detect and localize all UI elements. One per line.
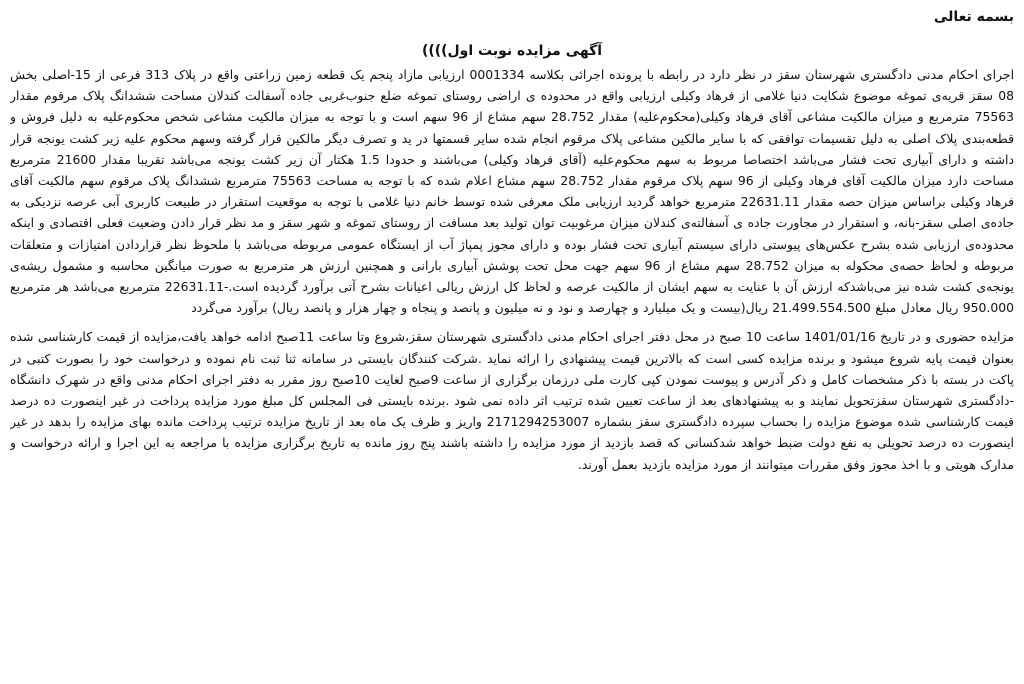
notice-title: آگهی مزایده نوبت اول)))) — [421, 43, 603, 59]
auction-notice — [10, 6, 1014, 678]
auction-terms-paragraph: مزایده حضوری و در تاریخ 1401/01/16 ساعت 10 صبح در محل دفتر اجرای احکام مدنی دادگستری شهرستان سقز،شروع وتا ساعت 11صبح ادامه خواهد یافت،مزایده از قیمت کارشناسی شده بعنوان قیمت پایه شروع میشود و برنده مزایده کسی است که بالاترین قیمت پیشنهادی را ارائه نماید .شرکت کنندگان بایستی در سامانه ثنا ثبت نام نموده و درخواست خود را بصورت کتبی در پاکت در بسته با ذکر مشخصات کامل و ذکر آدرس و پیوست نمودن کپی کارت ملی درزمان برگزاری از ساعت 9صبح لغایت 10صبح روز مقرر به دفتر اجرای احکام مدنی واقع در شهرک دانشگاه -دادگستری شهرستان سقزتحویل نمایند و به پیشنهادهای بعد از ساعت تعیین شده ترتیب اثر داده نمی شود .برنده بایستی فی المجلس کل مبلغ مورد مزایده پرداخت در غیر اینصورت ده درصد قیمت کارشناسی شده موضوع مزایده را بحساب سپرده دادگستری سقز بشماره 2171294253007 واریز و ظرف یک ماه بعد از تاریخ مزایده ترتیب پرداخت مانده بهای مزایده را بدهد در غیر اینصورت ده درصد تحویلی به نفع دولت ضبط خواهد شدکسانی که قصد بازدید از مورد مزایده را داشته باشند پنج روز مانده به تاریخ برگزاری مزایده با مراجعه به این اجرا و ارائه درخواست و مدارک هویتی و با اخذ مجوز وفق مقررات میتوانند از مورد مزایده بازدید بعمل آورند. — [10, 329, 1014, 472]
basmala-heading: بسمه تعالی — [933, 9, 1014, 25]
property-description-paragraph: اجرای احکام مدنی دادگستری شهرستان سقز در نظر دارد در رابطه با پرونده اجرائی بکلاسه 0001334 ارزیابی مازاد پنجم یک قطعه زمین زراعتی واقع در پلاک 313 فرعی از 15-اصلی بخش 08 سقز قریه‌ی تموغه موضوع شکایت دنیا غلامی از فرهاد وکیلی ارزیابی واقع در محدوده ی اراضی روستای تموغه ضلع جنوب‌غربی جاده آسفالت کندلان مساحت ششدانگ پلاک مرقوم مقدار 75563 مترمربع و میزان مالکیت مشاعی آقای فرهاد وکیلی(محکوم‌علیه) مقدار 28.752 سهم مشاع از 96 سهم است و با توجه به میزان مالکیت مشاعی شخص محکوم‌علیه به دلیل فروش و قطعه‌بندی پلاک اصلی به دلیل تقسیمات توافقی که با سایر مالکین مشاعی پلاک مرقوم انجام شده سایر قسمتها در ید و تصرف دیگر مالکین قرار گرفته وسهم محکوم علیه زیر کشت یونجه قرار داشته و دارای آبیاری تحت فشار می‌باشد اختصاصا مربوط به سهم محکوم‌علیه (آقای فرهاد وکیلی) می‌باشند و حدودا 1.5 هکتار آن زیر کشت یونجه می‌باشد تقریبا مقدار 21600 مترمربع مساحت دارد میزان مالکیت آقای فرهاد وکیلی از 96 سهم پلاک مرقوم مقدار 28.752 سهم مشاع اعلام شده که با توجه به مساحت 75563 مترمربع ششدانگ پلاک مرقوم سهم مالکیت آقای فرهاد وکیلی براساس میزان حصه مقدار 22631.11 مترمربع خواهد گردید ارزیابی ملک معرفی شده توسط خانم دنیا غلامی با توجه به موقعیت استقرار در طبیعت کاربری آبی عرصه نزدیکی به جاده‌ی اصلی سقز-بانه، و استقرار در مجاورت جاده ی آسفالته‌ی کندلان میزان مرغوبیت توان تولید بعد مسافت از روستای تموغه و شهر سقز و مد نظر قرار دادن وضعیت فعلی اقتصادی و اینکه محدوده‌ی ارزیابی شده بشرح عکس‌های پیوستی دارای سیستم آبیاری تحت فشار بوده و دارای مجوز پمپاژ آب از ایستگاه عمومی مربوطه می‌باشد با ملحوظ نظر قراردادن امتیازات و متعلقات مربوطه و لحاظ حصه‌ی محکوله به میزان 28.752 سهم مشاع از 96 سهم جهت محل تحت پوشش آبیاری بارانی و همچنین ارزش هر مترمربع به صورت میانگین محاسبه و مشمول ریشه‌ی یونجه‌ی کشت شده نیز می‌باشدکه ارزش آن با عنایت به سهم ایشان از مالکیت عرصه و لحاظ کل ارزش ریالی اعیانات بشرح آتی برآورد گردیده است.-22631.11 مترمربع می‌باشد هر مترمربع 950.000 ریال معادل مبلغ 21.499.554.500 ریال(بیست و یک میلیارد و چهارصد و نود و نه میلیون و پانصد و پنجاه و چهار هزار و پانصد ریال) برآورد می‌گردد — [10, 67, 1014, 316]
